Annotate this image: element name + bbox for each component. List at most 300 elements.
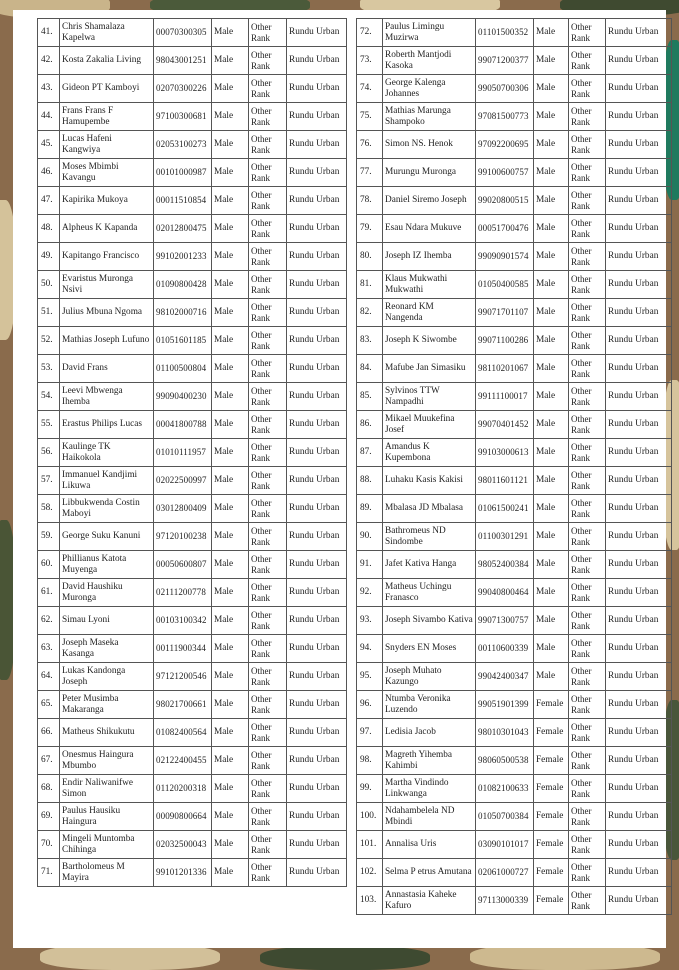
sex-cell: Male: [534, 187, 569, 215]
id-number-cell: 97120100238: [154, 523, 212, 551]
table-row: [357, 719, 672, 747]
sex-cell: Female: [534, 887, 569, 915]
rank-cell: Other Rank: [569, 551, 606, 579]
sex-cell: Male: [534, 355, 569, 383]
name-cell: George Suku Kanuni: [60, 523, 154, 551]
sex-cell: Female: [534, 719, 569, 747]
sex-cell: Male: [534, 551, 569, 579]
sex-cell: Male: [212, 243, 249, 271]
sex-cell: Male: [212, 299, 249, 327]
rank-cell: Other Rank: [249, 187, 287, 215]
id-number-cell: 97121200546: [154, 663, 212, 691]
rank-cell: Other Rank: [249, 47, 287, 75]
name-cell: Reonard KM Nangenda: [383, 299, 476, 327]
id-number-cell: 00110600339: [476, 635, 534, 663]
station-cell: Rundu Urban: [606, 383, 672, 411]
station-cell: Rundu Urban: [287, 187, 347, 215]
rank-cell: Other Rank: [569, 663, 606, 691]
row-number-cell: 46.: [38, 159, 60, 187]
row-number-cell: 87.: [357, 439, 383, 467]
id-number-cell: 97081500773: [476, 103, 534, 131]
sex-cell: Male: [212, 383, 249, 411]
row-number-cell: 57.: [38, 467, 60, 495]
sex-cell: Male: [212, 103, 249, 131]
id-number-cell: 99050700306: [476, 75, 534, 103]
rank-cell: Other Rank: [249, 299, 287, 327]
row-number-cell: 67.: [38, 747, 60, 775]
rank-cell: Other Rank: [249, 551, 287, 579]
sex-cell: Male: [212, 19, 249, 47]
id-number-cell: 97092200695: [476, 131, 534, 159]
id-number-cell: 00101000987: [154, 159, 212, 187]
rank-cell: Other Rank: [249, 439, 287, 467]
sex-cell: Male: [534, 19, 569, 47]
camo-blob: [260, 946, 430, 970]
id-number-cell: 01050700384: [476, 803, 534, 831]
station-cell: Rundu Urban: [287, 831, 347, 859]
name-cell: Mbalasa JD Mbalasa: [383, 495, 476, 523]
sex-cell: Male: [212, 187, 249, 215]
name-cell: Evaristus Muronga Nsivi: [60, 271, 154, 299]
name-cell: Julius Mbuna Ngoma: [60, 299, 154, 327]
row-number-cell: 100.: [357, 803, 383, 831]
table-row: [38, 607, 347, 635]
station-cell: Rundu Urban: [606, 327, 672, 355]
station-cell: Rundu Urban: [287, 355, 347, 383]
row-number-cell: 42.: [38, 47, 60, 75]
right-table-column: [356, 18, 671, 915]
station-cell: Rundu Urban: [287, 803, 347, 831]
rank-cell: Other Rank: [569, 299, 606, 327]
rank-cell: Other Rank: [569, 19, 606, 47]
station-cell: Rundu Urban: [606, 243, 672, 271]
row-number-cell: 41.: [38, 19, 60, 47]
station-cell: Rundu Urban: [287, 691, 347, 719]
station-cell: Rundu Urban: [287, 663, 347, 691]
name-cell: Daniel Siremo Joseph: [383, 187, 476, 215]
sex-cell: Male: [212, 579, 249, 607]
row-number-cell: 72.: [357, 19, 383, 47]
table-row: [357, 47, 672, 75]
id-number-cell: 98011601121: [476, 467, 534, 495]
row-number-cell: 92.: [357, 579, 383, 607]
table-row: [357, 607, 672, 635]
name-cell: Mingeli Muntomba Chihinga: [60, 831, 154, 859]
table-row: [38, 47, 347, 75]
name-cell: Bartholomeus M Mayira: [60, 859, 154, 887]
table-row: [38, 243, 347, 271]
sex-cell: Male: [534, 159, 569, 187]
station-cell: Rundu Urban: [287, 299, 347, 327]
id-number-cell: 00011510854: [154, 187, 212, 215]
sex-cell: Male: [212, 859, 249, 887]
station-cell: Rundu Urban: [606, 691, 672, 719]
id-number-cell: 02022500997: [154, 467, 212, 495]
sex-cell: Male: [212, 663, 249, 691]
rank-cell: Other Rank: [569, 131, 606, 159]
station-cell: Rundu Urban: [606, 719, 672, 747]
name-cell: Chris Shamalaza Kapelwa: [60, 19, 154, 47]
rank-cell: Other Rank: [249, 607, 287, 635]
name-cell: Alpheus K Kapanda: [60, 215, 154, 243]
id-number-cell: 02012800475: [154, 215, 212, 243]
name-cell: Gideon PT Kamboyi: [60, 75, 154, 103]
row-number-cell: 86.: [357, 411, 383, 439]
row-number-cell: 76.: [357, 131, 383, 159]
sex-cell: Male: [534, 271, 569, 299]
name-cell: Moses Mbimbi Kavangu: [60, 159, 154, 187]
row-number-cell: 88.: [357, 467, 383, 495]
row-number-cell: 69.: [38, 803, 60, 831]
id-number-cell: 98043001251: [154, 47, 212, 75]
sex-cell: Male: [534, 327, 569, 355]
station-cell: Rundu Urban: [606, 215, 672, 243]
table-row: [38, 271, 347, 299]
id-number-cell: 99020800515: [476, 187, 534, 215]
sex-cell: Male: [212, 775, 249, 803]
row-number-cell: 59.: [38, 523, 60, 551]
table-row: [38, 719, 347, 747]
rank-cell: Other Rank: [569, 579, 606, 607]
sex-cell: Male: [212, 131, 249, 159]
station-cell: Rundu Urban: [287, 215, 347, 243]
row-number-cell: 49.: [38, 243, 60, 271]
name-cell: Bathromeus ND Sindombe: [383, 523, 476, 551]
table-row: [357, 411, 672, 439]
id-number-cell: 01051601185: [154, 327, 212, 355]
station-cell: Rundu Urban: [606, 523, 672, 551]
table-row: [357, 355, 672, 383]
name-cell: Kapirika Mukoya: [60, 187, 154, 215]
sex-cell: Male: [212, 271, 249, 299]
rank-cell: Other Rank: [569, 747, 606, 775]
id-number-cell: 01100500804: [154, 355, 212, 383]
rank-cell: Other Rank: [249, 523, 287, 551]
rank-cell: Other Rank: [249, 215, 287, 243]
table-row: [357, 887, 672, 915]
table-row: [38, 663, 347, 691]
sex-cell: Male: [534, 299, 569, 327]
id-number-cell: 01090800428: [154, 271, 212, 299]
table-row: [38, 831, 347, 859]
id-number-cell: 03090101017: [476, 831, 534, 859]
sex-cell: Male: [212, 467, 249, 495]
name-cell: Mathias Joseph Lufuno: [60, 327, 154, 355]
rank-cell: Other Rank: [249, 579, 287, 607]
rank-cell: Other Rank: [569, 215, 606, 243]
row-number-cell: 54.: [38, 383, 60, 411]
row-number-cell: 89.: [357, 495, 383, 523]
table-row: [357, 439, 672, 467]
row-number-cell: 99.: [357, 775, 383, 803]
sex-cell: Male: [534, 467, 569, 495]
table-row: [38, 523, 347, 551]
name-cell: Magreth Yihemba Kahimbi: [383, 747, 476, 775]
name-cell: Lukas Kandonga Joseph: [60, 663, 154, 691]
name-cell: Endir Naliwanifwe Simon: [60, 775, 154, 803]
rank-cell: Other Rank: [569, 187, 606, 215]
sex-cell: Male: [212, 551, 249, 579]
sex-cell: Male: [534, 47, 569, 75]
row-number-cell: 44.: [38, 103, 60, 131]
row-number-cell: 65.: [38, 691, 60, 719]
table-row: [357, 635, 672, 663]
table-row: [357, 187, 672, 215]
row-number-cell: 75.: [357, 103, 383, 131]
station-cell: Rundu Urban: [606, 635, 672, 663]
table-row: [357, 803, 672, 831]
station-cell: Rundu Urban: [606, 859, 672, 887]
row-number-cell: 62.: [38, 607, 60, 635]
table-row: [357, 327, 672, 355]
rank-cell: Other Rank: [569, 467, 606, 495]
rank-cell: Other Rank: [569, 719, 606, 747]
name-cell: Joseph Sivambo Kativa: [383, 607, 476, 635]
table-row: [38, 439, 347, 467]
id-number-cell: 02053100273: [154, 131, 212, 159]
sex-cell: Male: [212, 215, 249, 243]
name-cell: Ndahambelela ND Mbindi: [383, 803, 476, 831]
row-number-cell: 60.: [38, 551, 60, 579]
station-cell: Rundu Urban: [606, 355, 672, 383]
table-row: [38, 551, 347, 579]
rank-cell: Other Rank: [249, 103, 287, 131]
station-cell: Rundu Urban: [606, 775, 672, 803]
row-number-cell: 58.: [38, 495, 60, 523]
station-cell: Rundu Urban: [606, 495, 672, 523]
station-cell: Rundu Urban: [287, 607, 347, 635]
row-number-cell: 103.: [357, 887, 383, 915]
sex-cell: Male: [534, 579, 569, 607]
row-number-cell: 43.: [38, 75, 60, 103]
station-cell: Rundu Urban: [287, 579, 347, 607]
sex-cell: Male: [534, 663, 569, 691]
name-cell: Joseph K Siwombe: [383, 327, 476, 355]
rank-cell: Other Rank: [569, 271, 606, 299]
name-cell: Simau Lyoni: [60, 607, 154, 635]
station-cell: Rundu Urban: [287, 327, 347, 355]
recruits-table-left: [37, 18, 347, 887]
station-cell: Rundu Urban: [606, 411, 672, 439]
station-cell: Rundu Urban: [287, 495, 347, 523]
station-cell: Rundu Urban: [606, 439, 672, 467]
table-row: [38, 803, 347, 831]
row-number-cell: 63.: [38, 635, 60, 663]
station-cell: Rundu Urban: [606, 271, 672, 299]
table-row: [357, 663, 672, 691]
row-number-cell: 101.: [357, 831, 383, 859]
sex-cell: Male: [534, 439, 569, 467]
id-number-cell: 98010301043: [476, 719, 534, 747]
table-row: [38, 635, 347, 663]
name-cell: David Frans: [60, 355, 154, 383]
id-number-cell: 99071701107: [476, 299, 534, 327]
id-number-cell: 00041800788: [154, 411, 212, 439]
row-number-cell: 84.: [357, 355, 383, 383]
row-number-cell: 56.: [38, 439, 60, 467]
sex-cell: Male: [212, 439, 249, 467]
name-cell: Esau Ndara Mukuve: [383, 215, 476, 243]
row-number-cell: 97.: [357, 719, 383, 747]
station-cell: Rundu Urban: [606, 19, 672, 47]
id-number-cell: 03012800409: [154, 495, 212, 523]
sex-cell: Female: [534, 775, 569, 803]
station-cell: Rundu Urban: [287, 719, 347, 747]
row-number-cell: 53.: [38, 355, 60, 383]
station-cell: Rundu Urban: [606, 551, 672, 579]
rank-cell: Other Rank: [249, 635, 287, 663]
rank-cell: Other Rank: [569, 523, 606, 551]
row-number-cell: 80.: [357, 243, 383, 271]
table-row: [357, 299, 672, 327]
rank-cell: Other Rank: [569, 327, 606, 355]
station-cell: Rundu Urban: [606, 299, 672, 327]
table-row: [357, 215, 672, 243]
station-cell: Rundu Urban: [287, 243, 347, 271]
station-cell: Rundu Urban: [287, 411, 347, 439]
id-number-cell: 98110201067: [476, 355, 534, 383]
sex-cell: Male: [534, 411, 569, 439]
name-cell: Kapitango Francisco: [60, 243, 154, 271]
sex-cell: Male: [212, 355, 249, 383]
rank-cell: Other Rank: [249, 271, 287, 299]
station-cell: Rundu Urban: [606, 159, 672, 187]
id-number-cell: 00103100342: [154, 607, 212, 635]
name-cell: Martha Vindindo Linkwanga: [383, 775, 476, 803]
name-cell: Joseph Muhato Kazungo: [383, 663, 476, 691]
id-number-cell: 99101201336: [154, 859, 212, 887]
id-number-cell: 99071200377: [476, 47, 534, 75]
id-number-cell: 02122400455: [154, 747, 212, 775]
name-cell: Mathias Marunga Shampoko: [383, 103, 476, 131]
rank-cell: Other Rank: [569, 691, 606, 719]
table-row: [357, 75, 672, 103]
row-number-cell: 96.: [357, 691, 383, 719]
name-cell: Roberth Mantjodi Kasoka: [383, 47, 476, 75]
rank-cell: Other Rank: [249, 663, 287, 691]
rank-cell: Other Rank: [249, 719, 287, 747]
id-number-cell: 02032500043: [154, 831, 212, 859]
table-row: [38, 75, 347, 103]
table-row: [357, 859, 672, 887]
table-row: [38, 691, 347, 719]
station-cell: Rundu Urban: [606, 803, 672, 831]
name-cell: Paulus Limingu Muzirwa: [383, 19, 476, 47]
row-number-cell: 70.: [38, 831, 60, 859]
name-cell: Ledisia Jacob: [383, 719, 476, 747]
name-cell: Mikael Muukefina Josef: [383, 411, 476, 439]
id-number-cell: 02061000727: [476, 859, 534, 887]
rank-cell: Other Rank: [249, 747, 287, 775]
rank-cell: Other Rank: [249, 831, 287, 859]
id-number-cell: 98060500538: [476, 747, 534, 775]
row-number-cell: 91.: [357, 551, 383, 579]
recruits-table-right: [356, 18, 672, 915]
station-cell: Rundu Urban: [606, 467, 672, 495]
id-number-cell: 01082400564: [154, 719, 212, 747]
table-row: [38, 19, 347, 47]
rank-cell: Other Rank: [569, 411, 606, 439]
table-row: [357, 243, 672, 271]
name-cell: Sylvinos TTW Nampadhi: [383, 383, 476, 411]
table-row: [357, 523, 672, 551]
id-number-cell: 02070300226: [154, 75, 212, 103]
row-number-cell: 95.: [357, 663, 383, 691]
station-cell: Rundu Urban: [287, 383, 347, 411]
sex-cell: Female: [534, 859, 569, 887]
rank-cell: Other Rank: [249, 327, 287, 355]
table-row: [38, 467, 347, 495]
id-number-cell: 98021700661: [154, 691, 212, 719]
table-row: [357, 467, 672, 495]
station-cell: Rundu Urban: [606, 607, 672, 635]
sex-cell: Male: [212, 411, 249, 439]
station-cell: Rundu Urban: [287, 635, 347, 663]
station-cell: Rundu Urban: [287, 775, 347, 803]
name-cell: Jafet Kativa Hanga: [383, 551, 476, 579]
id-number-cell: 01100301291: [476, 523, 534, 551]
name-cell: Annalisa Uris: [383, 831, 476, 859]
rank-cell: Other Rank: [569, 607, 606, 635]
table-row: [38, 775, 347, 803]
name-cell: Kosta Zakalia Living: [60, 47, 154, 75]
sex-cell: Male: [534, 215, 569, 243]
rank-cell: Other Rank: [249, 803, 287, 831]
sex-cell: Male: [534, 383, 569, 411]
name-cell: Selma P etrus Amutana: [383, 859, 476, 887]
station-cell: Rundu Urban: [287, 159, 347, 187]
sex-cell: Male: [534, 243, 569, 271]
id-number-cell: 01010111957: [154, 439, 212, 467]
table-row: [38, 215, 347, 243]
name-cell: Kaulinge TK Haikokola: [60, 439, 154, 467]
station-cell: Rundu Urban: [287, 439, 347, 467]
name-cell: Frans Frans F Hamupembe: [60, 103, 154, 131]
left-table-column: [37, 18, 346, 887]
id-number-cell: 99103000613: [476, 439, 534, 467]
rank-cell: Other Rank: [569, 75, 606, 103]
row-number-cell: 94.: [357, 635, 383, 663]
row-number-cell: 90.: [357, 523, 383, 551]
id-number-cell: 01120200318: [154, 775, 212, 803]
rank-cell: Other Rank: [249, 411, 287, 439]
name-cell: Lucas Hafeni Kangwiya: [60, 131, 154, 159]
rank-cell: Other Rank: [249, 75, 287, 103]
sex-cell: Male: [534, 635, 569, 663]
station-cell: Rundu Urban: [606, 831, 672, 859]
table-row: [357, 159, 672, 187]
name-cell: Matheus Shikukutu: [60, 719, 154, 747]
rank-cell: Other Rank: [249, 495, 287, 523]
rank-cell: Other Rank: [569, 47, 606, 75]
sex-cell: Male: [212, 607, 249, 635]
id-number-cell: 99111100017: [476, 383, 534, 411]
name-cell: Luhaku Kasis Kakisi: [383, 467, 476, 495]
sex-cell: Male: [212, 803, 249, 831]
id-number-cell: 01061500241: [476, 495, 534, 523]
rank-cell: Other Rank: [569, 887, 606, 915]
table-row: [357, 775, 672, 803]
rank-cell: Other Rank: [249, 19, 287, 47]
id-number-cell: 02111200778: [154, 579, 212, 607]
table-row: [357, 131, 672, 159]
table-row: [38, 383, 347, 411]
rank-cell: Other Rank: [569, 803, 606, 831]
sex-cell: Male: [212, 47, 249, 75]
name-cell: Annastasia Kaheke Kafuro: [383, 887, 476, 915]
row-number-cell: 64.: [38, 663, 60, 691]
sex-cell: Male: [534, 103, 569, 131]
